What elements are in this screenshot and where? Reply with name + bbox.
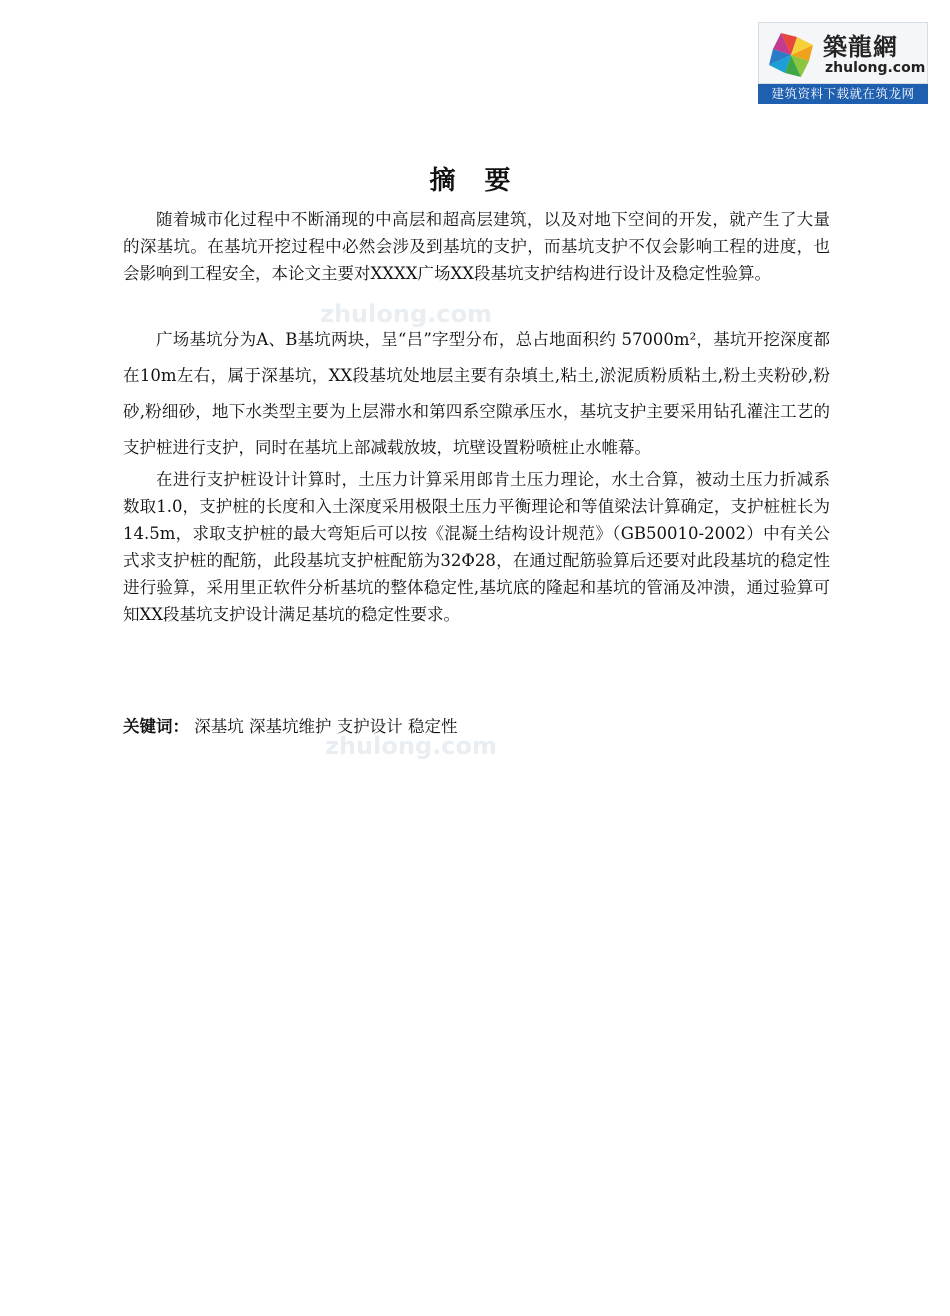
pinwheel-logo-icon (763, 27, 819, 83)
watermark: zhulong.com (325, 732, 497, 760)
logo-panel (758, 22, 928, 84)
keywords-value: 深基坑 深基坑维护 支护设计 稳定性 (194, 717, 458, 736)
keywords (123, 713, 458, 737)
logo-tagline: 建筑资料下载就在筑龙网 (758, 84, 928, 104)
abstract-paragraph-2: 广场基坑分为A、B基坑两块，呈“吕”字型分布，总占地面积约 57000m²，基坑开挖深度都在10m左右，属于深基坑，XX段基坑处地层主要有杂填土,粘土,淤泥质粉质粘土,粉土夹粉砂,粉砂,粉细砂，地下水类型主要为上层滞水和第四系空隙承压水，基坑支护主要采用钻孔灌注工艺的支护桩进行支护，同时在基坑上部减载放坡，坑壁设置粉喷桩止水帷幕。 (123, 330, 830, 457)
logo-name-cn: 築龍網 (823, 32, 898, 61)
keywords-label: 关键词： (123, 717, 189, 736)
zhulong-logo[interactable] (758, 22, 928, 104)
abstract-paragraph-3: 在进行支护桩设计计算时，土压力计算采用郎肯土压力理论，水土合算，被动土压力折减系数取1.0，支护桩的长度和入土深度采用极限土压力平衡理论和等值梁法计算确定，支护桩桩长为14.5m，求取支护桩的最大弯矩后可以按《混凝土结构设计规范》（GB50010-2002）中有关公式求支护桩的配筋，此段基坑支护桩配筋为32Φ28，在通过配筋验算后还要对此段基坑的稳定性进行验算，采用里正软件分析基坑的整体稳定性,基坑底的隆起和基坑的管涌及冲溃，通过验算可知XX段基坑支护设计满足基坑的稳定性要求。 (123, 470, 830, 624)
logo-name-en: zhulong.com (825, 60, 926, 76)
watermark: zhulong.com (320, 300, 492, 328)
abstract-paragraph-1: 随着城市化过程中不断涌现的中高层和超高层建筑，以及对地下空间的开发，就产生了大量的深基坑。在基坑开挖过程中必然会涉及到基坑的支护，而基坑支护不仅会影响工程的进度，也会影响到工程安全，本论文主要对XXXX广场XX段基坑支护结构进行设计及稳定性验算。 (123, 210, 830, 283)
page-title: 摘 要 (429, 166, 521, 196)
